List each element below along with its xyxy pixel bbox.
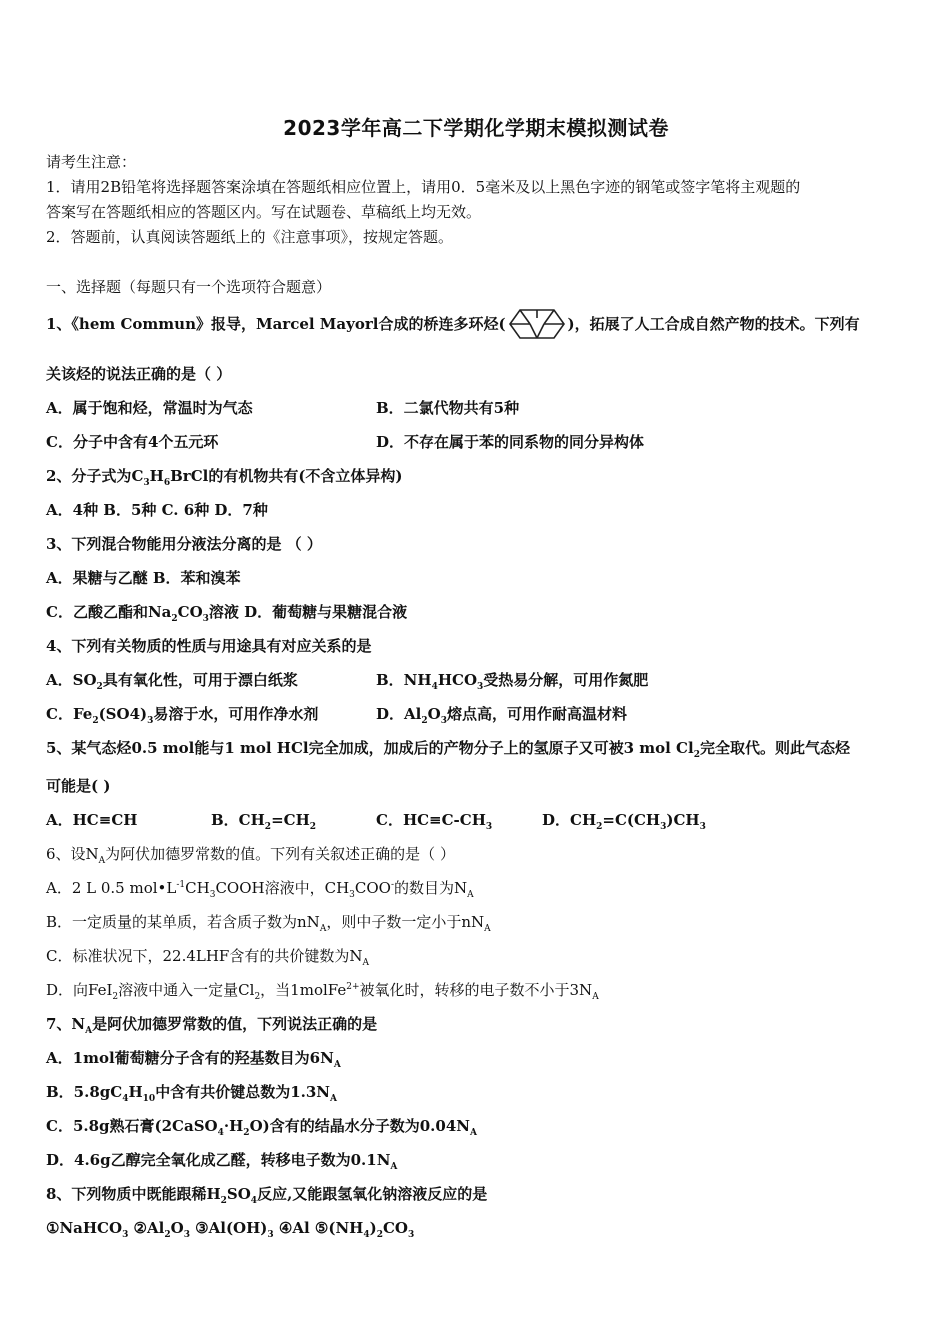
q4-options-row-1 — [46, 670, 906, 690]
q4-subscript: 2 — [96, 682, 103, 692]
q4-option-a-part: 具有氧化性，可用于漂白纸浆 — [102, 671, 298, 689]
q6-stem-part: 为阿伏加德罗常数的值。下列有关叙述正确的是（ ） — [105, 845, 455, 863]
q8-subscript: 3 — [267, 1230, 274, 1240]
q7-stem — [46, 1014, 377, 1034]
q6-subscript: A — [484, 924, 491, 934]
q5-subscript: 2 — [264, 822, 272, 832]
q5-option-b — [211, 810, 316, 830]
q7-option-b — [46, 1082, 337, 1102]
q6-option-b — [46, 912, 491, 932]
notice-heading: 请考生注意： — [46, 153, 137, 171]
q7-option-c-part: ·H — [223, 1117, 244, 1135]
q8-stem — [46, 1184, 487, 1204]
q5-stem-part: 5、某气态烃0.5 mol能与1 mol HCl完全加成，加成后的产物分子上的氢原子又可被3 mol Cl — [46, 739, 694, 757]
q6-option-a-part: 的数目为N — [394, 879, 468, 897]
q8-stem-part: 8、下列物质中既能跟稀H — [46, 1185, 221, 1203]
q5-option-b-part: B．CH — [211, 811, 265, 829]
q6-subscript: 3 — [209, 890, 216, 900]
q3-option-cd-part: 溶液 D．葡萄糖与果糖混合液 — [208, 603, 408, 621]
q2-stem-part: BrCl的有机物共有(不含立体异构) — [170, 467, 403, 485]
q1-options-row-2 — [46, 432, 906, 452]
q2-stem-part: 2、分子式为C — [46, 467, 144, 485]
q6-option-d — [46, 980, 599, 1000]
q5-subscript: 2 — [309, 822, 317, 832]
q1-stem-line-2: 关该烃的说法正确的是（ ） — [46, 365, 232, 383]
q2-stem — [46, 466, 403, 486]
q4-subscript: 2 — [421, 716, 428, 726]
q6-subscript: A — [592, 992, 599, 1002]
q4-option-d-part: D．Al — [376, 705, 422, 723]
q8-subscript: 2 — [376, 1230, 383, 1240]
q4-option-b-part: HCO — [437, 671, 478, 689]
q8-item-part: ②Al — [128, 1219, 165, 1237]
q6-superscript: 2+ — [346, 982, 360, 992]
q5-stem-line-1 — [46, 738, 850, 758]
q7-option-b-part: B．5.8gC — [46, 1083, 123, 1101]
q6-subscript: A — [362, 958, 369, 968]
q6-subscript: 3 — [349, 890, 355, 900]
q8-item-part: CO — [382, 1219, 408, 1237]
q6-stem-part: 6、设N — [46, 845, 99, 863]
q7-subscript: A — [469, 1128, 477, 1138]
section-heading-choice: 一、选择题（每题只有一个选项符合题意） — [46, 278, 332, 296]
q4-option-b-part: 受热易分解，可用作氮肥 — [483, 671, 649, 689]
q8-item-part: ①NaHCO — [46, 1219, 123, 1237]
q6-subscript: 2 — [112, 992, 119, 1002]
q7-subscript: 4 — [122, 1094, 129, 1104]
q6-option-b-part: B．一定质量的某单质，若含质子数为nN — [46, 913, 320, 931]
q7-option-b-part: 中含有共价键总数为1.3N — [155, 1083, 330, 1101]
q4-option-c — [46, 705, 319, 726]
q3-option-c-part: CO — [177, 603, 203, 621]
q6-option-b-part: ，则中子数一定小于nN — [326, 913, 485, 931]
q6-option-a-part: A．2 L 0.5 mol•L — [46, 879, 177, 897]
notice-item-1-line-1: 1．请用2B铅笔将选择题答案涂填在答题纸相应位置上，请用0．5毫米及以上黑色字迹的钢笔或签字笔将主观题的 — [46, 178, 801, 196]
q5-option-d — [542, 810, 706, 830]
q5-stem-part: 完全取代。则此气态烃 — [699, 739, 850, 757]
q6-option-d-part: 溶液中通入一定量Cl — [118, 981, 255, 999]
q8-subscript: 4 — [250, 1196, 258, 1206]
q6-option-a-part: COOH溶液中，CH — [215, 879, 350, 897]
q2-stem-part: H — [149, 467, 164, 485]
q4-option-d-part: O — [427, 705, 441, 723]
q1-options-row-1 — [46, 398, 906, 418]
q8-item-part: O — [170, 1219, 184, 1237]
q5-option-d-part: =C(CH — [602, 811, 661, 829]
q6-option-c-part: C．标准状况下，22.4LHF含有的共价键数为N — [46, 947, 363, 965]
q5-subscript: 3 — [699, 822, 706, 832]
q6-superscript: - — [390, 880, 395, 890]
q4-option-a-part: A．SO — [46, 671, 97, 689]
q4-subscript: 2 — [92, 716, 99, 726]
q5-subscript: 2 — [596, 822, 603, 832]
q7-option-a — [46, 1048, 341, 1068]
q4-option-b-part: B．NH — [376, 671, 432, 689]
exam-title: 2023学年高二下学期化学期末模拟测试卷 — [283, 116, 669, 140]
q8-subscript: 3 — [183, 1230, 190, 1240]
q1-stem-part-1: 1、《hem Commun》报导，Marcel Mayorl合成的桥连多环烃( — [46, 315, 506, 333]
q4-option-d — [376, 704, 627, 724]
q4-subscript: 3 — [147, 716, 154, 726]
q3-options-ab: A．果糖与乙醚 B．苯和溴苯 — [46, 569, 241, 587]
q7-subscript: A — [333, 1060, 341, 1070]
q4-option-c-part: C．Fe — [46, 705, 93, 723]
q5-option-c-part: C．HC≡C-CH — [376, 811, 486, 829]
q1-stem-line-1 — [46, 314, 860, 334]
q8-subscript: 4 — [363, 1230, 370, 1240]
q1-option-d: D．不存在属于苯的同系物的同分异构体 — [376, 433, 645, 451]
q7-subscript: 2 — [243, 1128, 250, 1138]
q4-subscript: 3 — [440, 716, 447, 726]
q6-subscript: A — [319, 924, 327, 934]
q8-stem-part: SO — [226, 1185, 251, 1203]
q7-subscript: 10 — [142, 1094, 156, 1104]
q2-subscript: 6 — [163, 478, 171, 488]
q7-option-d — [46, 1150, 397, 1170]
q6-option-d-part: ，当1molFe — [260, 981, 347, 999]
q7-option-c-part: O)含有的结晶水分子数为0.04N — [249, 1117, 470, 1135]
q7-subscript: A — [390, 1162, 398, 1172]
q6-option-a-part: COO — [354, 879, 391, 897]
q7-option-c-part: C．5.8g熟石膏(2CaSO — [46, 1117, 218, 1135]
q2-options: A．4种 B．5种 C. 6种 D．7种 — [46, 501, 268, 519]
q6-option-a-part: CH — [185, 879, 210, 897]
q8-stem-part: 反应,又能跟氢氧化钠溶液反应的是 — [257, 1185, 488, 1203]
q4-option-a — [46, 671, 298, 692]
q7-subscript: A — [85, 1026, 93, 1036]
q5-option-b-part: =CH — [271, 811, 310, 829]
q7-stem-part: 是阿伏加德罗常数的值，下列说法正确的是 — [92, 1015, 378, 1033]
q5-option-d-part: D．CH — [542, 811, 597, 829]
notice-item-1-line-2: 答案写在答题纸相应的答题区内。写在试题卷、草稿纸上均无效。 — [46, 203, 482, 221]
q7-option-d-part: D．4.6g乙醇完全氧化成乙醛，转移电子数为0.1N — [46, 1151, 391, 1169]
q4-option-c-part: 易溶于水，可用作净水剂 — [153, 705, 319, 723]
q8-item-part: ④Al ⑤(NH — [273, 1219, 364, 1237]
q3-option-c-part: C．乙酸乙酯和Na — [46, 603, 172, 621]
q3-subscript: 3 — [202, 614, 209, 624]
q8-subscript: 3 — [407, 1230, 415, 1240]
q4-stem: 4、下列有关物质的性质与用途具有对应关系的是 — [46, 637, 372, 655]
q7-option-a-part: A．1mol葡萄糖分子含有的羟基数目为6N — [46, 1049, 334, 1067]
q8-subscript: 2 — [164, 1230, 171, 1240]
q6-subscript: A — [467, 890, 474, 900]
q6-subscript: A — [98, 856, 106, 866]
q4-option-b — [376, 670, 648, 690]
q7-subscript: 4 — [217, 1128, 224, 1138]
q5-option-c — [376, 810, 492, 830]
q6-option-a — [46, 878, 474, 898]
q5-subscript: 3 — [485, 822, 493, 832]
q3-stem: 3、下列混合物能用分液法分离的是 （ ） — [46, 535, 322, 553]
notice-item-2: 2．答题前，认真阅读答题纸上的《注意事项》，按规定答题。 — [46, 228, 454, 246]
q8-items — [46, 1218, 414, 1238]
q5-subscript: 3 — [660, 822, 667, 832]
q7-option-b-part: H — [128, 1083, 143, 1101]
q4-option-c-part: (SO4) — [98, 705, 148, 723]
q8-subscript: 3 — [122, 1230, 129, 1240]
q5-option-a: A．HC≡CH — [46, 811, 138, 829]
bridged-polycyclic-hydrocarbon-structure — [506, 304, 568, 344]
q3-subscript: 2 — [171, 614, 178, 624]
q5-option-d-part: )CH — [666, 811, 700, 829]
q4-options-row-2 — [46, 704, 906, 724]
q1-stem-part-2: )，拓展了人工合成自然产物的技术。下列有 — [567, 315, 860, 333]
q1-option-a: A．属于饱和烃，常温时为气态 — [46, 399, 253, 417]
q1-option-c: C．分子中含有4个五元环 — [46, 433, 219, 451]
q6-option-d-part: D．向FeI — [46, 981, 113, 999]
q6-option-c — [46, 946, 369, 966]
q5-subscript: 2 — [693, 750, 700, 760]
q2-subscript: 3 — [143, 478, 150, 488]
q6-option-d-part: 被氧化时，转移的电子数不小于3N — [359, 981, 593, 999]
q4-subscript: 3 — [477, 682, 484, 692]
q4-subscript: 4 — [431, 682, 438, 692]
q7-stem-part: 7、N — [46, 1015, 86, 1033]
q7-subscript: A — [330, 1094, 337, 1104]
q6-subscript: 2 — [254, 992, 261, 1002]
q1-option-b: B．二氯代物共有5种 — [376, 399, 520, 417]
q7-option-c — [46, 1116, 477, 1136]
q5-stem-line-2: 可能是( ) — [46, 777, 111, 795]
q8-subscript: 2 — [220, 1196, 227, 1206]
q3-options-cd — [46, 602, 407, 622]
q4-option-d-part: 熔点高，可用作耐高温材料 — [446, 705, 627, 723]
q6-stem — [46, 844, 455, 864]
q8-item-part: ) — [369, 1219, 377, 1237]
q8-item-part: ③Al(OH) — [189, 1219, 268, 1237]
q6-superscript: -1 — [176, 880, 186, 890]
